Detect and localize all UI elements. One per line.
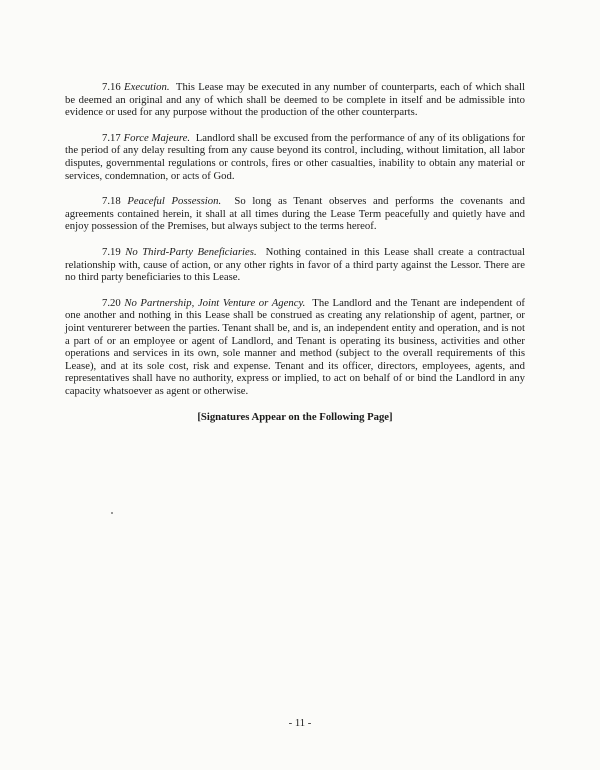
section-7-16 bbox=[65, 81, 525, 119]
section-number: 7.17 bbox=[102, 131, 121, 144]
page-number: - 11 - bbox=[288, 717, 312, 729]
section-7-18 bbox=[65, 195, 525, 233]
section-number: 7.20 bbox=[102, 296, 121, 309]
section-heading: Execution. bbox=[124, 81, 170, 93]
section-body: Landlord shall be excused from the performance of any of its obligations for the period of any delay resulting from any cause beyond its control, including, without limitation, all labor disputes, governmental regulations or controls, fires or other casualties, inability to obtain any material or services, condemnation, or acts of God. bbox=[65, 131, 525, 182]
section-7-20 bbox=[65, 297, 525, 398]
section-body: So long as Tenant observes and performs the covenants and agreements contained herein, it shall at all times during the Lease Term peacefully and quietly have and enjoy possession of the Premises, but always subject to the terms hereof. bbox=[65, 195, 526, 233]
section-heading: Peaceful Possession. bbox=[127, 195, 222, 208]
section-heading: Force Majeure. bbox=[123, 131, 191, 144]
section-body: The Landlord and the Tenant are independent of one another and nothing in this Lease shall be construed as creating any relationship of agent, partner, or joint venturerer between the parties. Tenant shall be, and is, an independent entity and operation, and is not a part of or an employee or agent of Landlord, and Tenant is operating its business, activities and other operations and services in its own, sole manner and method (subject to the overall requirements of this Lease), and at its sole cost, risk and expense. Tenant and its officer, directors, employees, agents, and representatives shall have no authority, express or implied, to act on behalf of or bind the Landlord in any capacity whatsoever as agent or otherwise. bbox=[65, 296, 525, 397]
section-heading: No Third-Party Beneficiaries. bbox=[125, 245, 257, 258]
signatures-note: [Signatures Appear on the Following Page] bbox=[197, 411, 393, 424]
section-7-19 bbox=[65, 246, 525, 284]
section-body: Nothing contained in this Lease shall create a contractual relationship with, cause of action, or any other rights in favor of a third party against the Lessor. There are no third party beneficiaries to this Lease. bbox=[65, 245, 526, 284]
section-heading: No Partnership, Joint Venture or Agency. bbox=[124, 296, 306, 309]
section-7-17 bbox=[65, 132, 525, 182]
section-body: This Lease may be executed in any number of counterparts, each of which shall be deemed an original and any of which shall be deemed to be complete in itself and be admissible into evidence or used for any purpose without the production of the other counterparts. bbox=[65, 81, 526, 119]
section-number: 7.19 bbox=[102, 245, 121, 258]
document-body bbox=[65, 81, 525, 424]
section-number: 7.18 bbox=[102, 195, 121, 208]
section-number: 7.16 bbox=[102, 81, 121, 93]
scan-speck bbox=[111, 512, 113, 514]
